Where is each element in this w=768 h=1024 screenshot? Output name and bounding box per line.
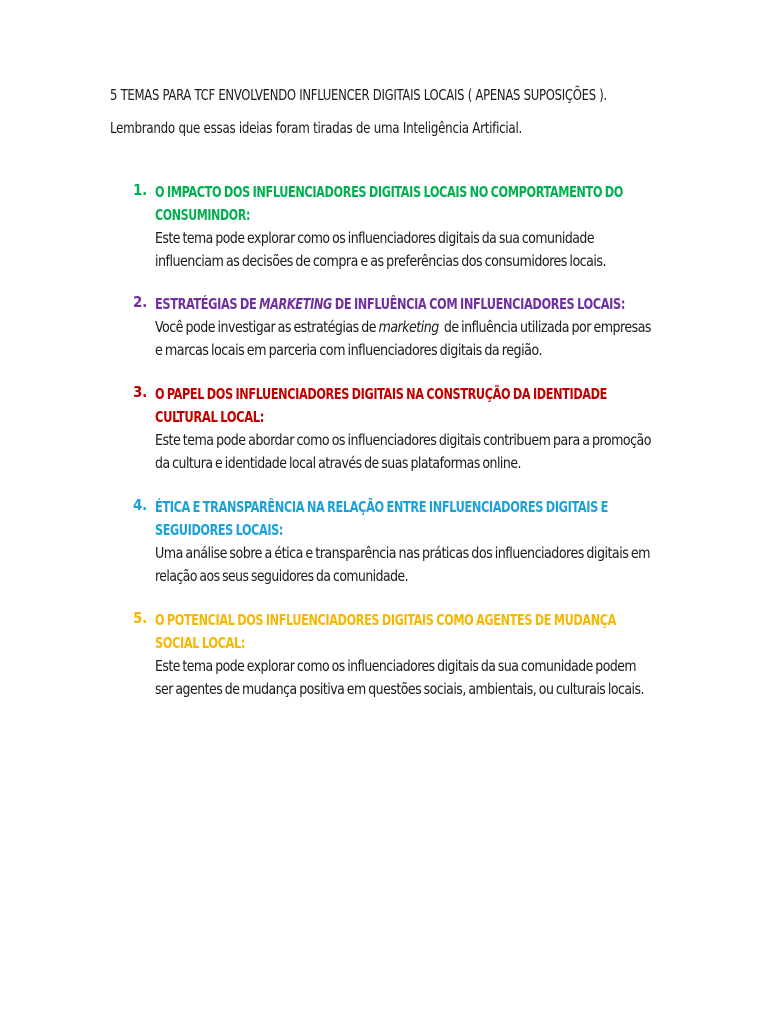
item-desc-part: de influência utilizada por empresas — [438, 318, 651, 336]
item-title-line: CULTURAL LOCAL: — [155, 408, 264, 426]
item-number: 1. — [133, 181, 147, 199]
item-title-part: DE INFLUÊNCIA COM INFLUENCIADORES LOCAIS: — [332, 295, 625, 313]
item-body — [155, 181, 675, 273]
item-desc-line: Este tema pode explorar como os influenciadores digitais da sua comunidade podem — [155, 657, 636, 675]
item-description — [155, 227, 675, 273]
item-number: 2. — [133, 293, 147, 311]
item-title-line: O POTENCIAL DOS INFLUENCIADORES DIGITAIS COMO AGENTES DE MUDANÇA — [155, 611, 616, 629]
item-title-line — [155, 293, 625, 316]
item-desc-line — [155, 316, 651, 339]
item-number: 3. — [133, 383, 147, 401]
item-desc-line: Este tema pode explorar como os influenciadores digitais da sua comunidade — [155, 229, 594, 247]
item-desc-line: influenciam as decisões de compra e as preferências dos consumidores locais. — [155, 252, 606, 270]
item-title-line: O IMPACTO DOS INFLUENCIADORES DIGITAIS LOCAIS NO COMPORTAMENTO DO — [155, 183, 623, 201]
item-description — [155, 316, 675, 362]
item-title-line: SOCIAL LOCAL: — [155, 634, 245, 652]
item-title-part: ESTRATÉGIAS DE — [155, 295, 260, 313]
item-title-line: ÉTICA E TRANSPARÊNCIA NA RELAÇÃO ENTRE INFLUENCIADORES DIGITAIS E — [155, 498, 608, 516]
document-note — [110, 119, 578, 137]
item-title — [155, 609, 675, 655]
item-title-line: CONSUMINDOR: — [155, 206, 250, 224]
item-title — [155, 496, 675, 542]
item-title — [155, 383, 675, 429]
item-desc-line: relação aos seus seguidores da comunidade. — [155, 567, 408, 585]
item-desc-line: da cultura e identidade local através de suas plataformas online. — [155, 454, 521, 472]
item-desc-emphasis: marketing — [378, 318, 439, 336]
item-title-line: SEGUIDORES LOCAIS: — [155, 521, 283, 539]
item-desc-part: Você pode investigar as estratégias de — [155, 318, 379, 336]
item-body — [155, 293, 675, 362]
item-body — [155, 496, 675, 588]
item-title — [155, 293, 675, 316]
document-title — [110, 86, 687, 104]
item-desc-line: ser agentes de mudança positiva em questões sociais, ambientais, ou culturais locais. — [155, 680, 644, 698]
item-description — [155, 655, 675, 701]
item-desc-line: e marcas locais em parceria com influenciadores digitais da região. — [155, 341, 542, 359]
document-title-text: 5 TEMAS PARA TCF ENVOLVENDO INFLUENCER DIGITAIS LOCAIS ( APENAS SUPOSIÇÕES ). — [110, 86, 607, 104]
item-body — [155, 609, 675, 701]
item-number: 4. — [133, 496, 147, 514]
item-number: 5. — [133, 609, 147, 627]
item-title-line: O PAPEL DOS INFLUENCIADORES DIGITAIS NA CONSTRUÇÃO DA IDENTIDADE — [155, 385, 607, 403]
item-description — [155, 429, 675, 475]
item-title — [155, 181, 675, 227]
item-title-emphasis: MARKETING — [259, 295, 333, 313]
item-body — [155, 383, 675, 475]
item-description — [155, 542, 675, 588]
document-note-text: Lembrando que essas ideias foram tiradas de uma Inteligência Artificial. — [110, 119, 522, 137]
item-desc-line: Este tema pode abordar como os influenciadores digitais contribuem para a promoção — [155, 431, 651, 449]
item-desc-line: Uma análise sobre a ética e transparência nas práticas dos influenciadores digitais em — [155, 544, 650, 562]
